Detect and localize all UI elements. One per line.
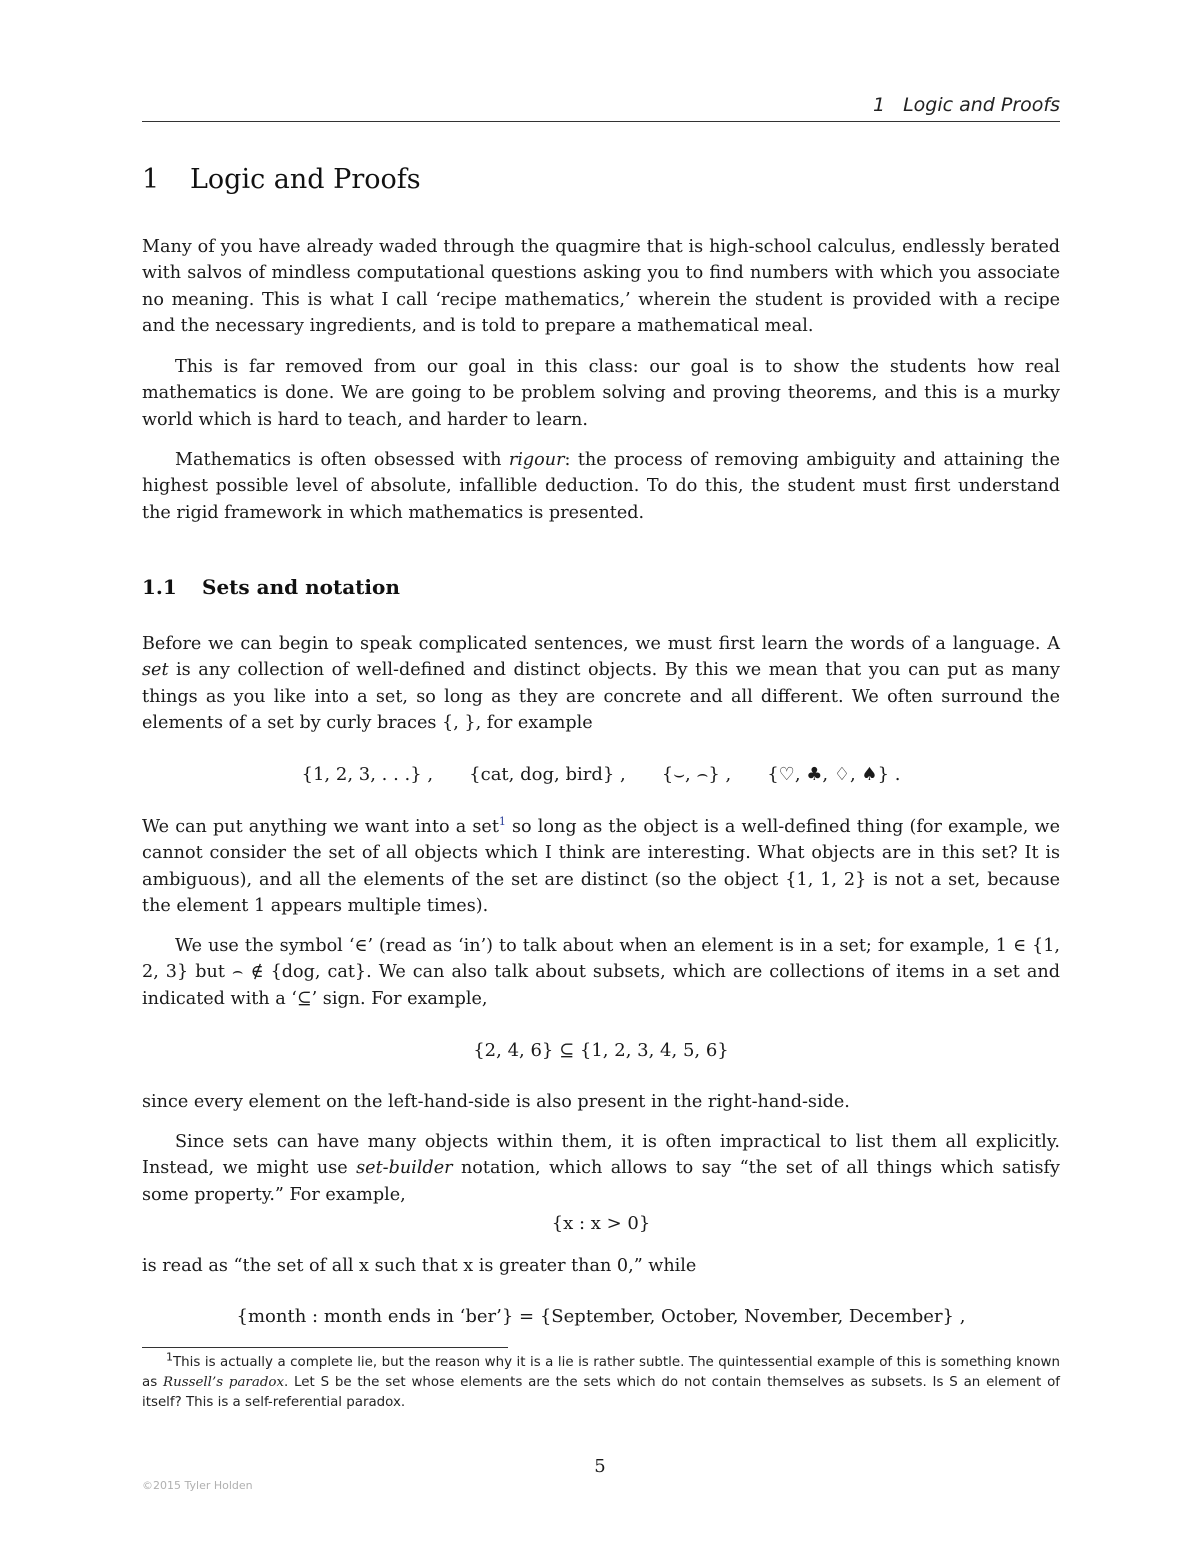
- subsection-title: Sets and notation: [202, 575, 400, 599]
- copyright-notice: ©2015 Tyler Holden: [142, 1479, 253, 1492]
- footnote-text-b: . Let S be the set whose elements are the sets which do not contain themselves as subsets. Is S an element of itself? This is a self-referential paradox.: [142, 1375, 1060, 1410]
- intro-p3-text-a: Mathematics is often obsessed with: [175, 450, 509, 470]
- footnote-text-a: This is actually a complete lie, but the reason why it is a lie is rather subtle. The quintessential example of this is something known as: [142, 1355, 1060, 1390]
- intro-p3-text-b: : the process of removing ambiguity and attaining the highest possible level of absolute, infallible deduction. To do this, the student must first understand the rigid framework in which mathematics is presented.: [142, 450, 1060, 523]
- set-example-faces: {⌣, ⌢} ,: [661, 764, 732, 785]
- set-example-numbers: {1, 2, 3, . . .} ,: [301, 764, 434, 785]
- sets-p1-text-b: is any collection of well-defined and distinct objects. By this we mean that you can put as many things as you like into a set, so long as they are concrete and all different. We often surround the elements of a set by curly braces {, }, for example: [142, 660, 1060, 734]
- sets-paragraph-3: We use the symbol ‘∈’ (read as ‘in’) to talk about when an element is in a set; for example, 1 ∈ {1, 2, 3} but ⌢ ∉ {dog, cat}. We can also talk about subsets, which are collections of items in a set and indicated with a ‘⊆’ sign. For example,: [142, 936, 1060, 1009]
- section-heading: [142, 164, 421, 195]
- sets-p5-text-b: notation, which allows to say “the set of all things which satisfy some property.” For example,: [142, 1158, 1060, 1205]
- intro-paragraph-3: [142, 447, 1060, 526]
- section-title: Logic and Proofs: [190, 164, 421, 195]
- sets-p5-emphasis: set-builder: [356, 1158, 453, 1179]
- set-example-suits: {♡, ♣, ♢, ♠} .: [767, 764, 901, 785]
- page-number: 5: [594, 1456, 606, 1477]
- subsection-number: 1.1: [142, 575, 177, 599]
- display-equation-set-builder: {x : x > 0}: [551, 1213, 651, 1234]
- header-rule: [142, 121, 1060, 122]
- display-equation-set-examples: [142, 764, 1060, 785]
- intro-p3-emphasis: rigour: [508, 450, 565, 470]
- footnote-emphasis: Russell’s paradox: [163, 1375, 284, 1390]
- running-head-title: Logic and Proofs: [903, 94, 1060, 116]
- sets-paragraph-2: [142, 814, 1060, 920]
- sets-paragraph-1: [142, 631, 1060, 737]
- footnote: [142, 1350, 1060, 1413]
- sets-p1-text-a: Before we can begin to speak complicated sentences, we must first learn the words of a language. A: [142, 634, 1060, 654]
- display-equation-months: {month : month ends in ‘ber’} = {September, October, November, December} ,: [236, 1306, 966, 1327]
- intro-paragraph-1: Many of you have already waded through the quagmire that is high-school calculus, endlessly berated with salvos of mindless computational questions asking you to find numbers with which you associate no meaning. This is what I call ‘recipe mathematics,’ wherein the student is provided with a recipe and the necessary ingredients, and is told to prepare a mathematical meal.: [142, 237, 1060, 337]
- sets-p2-text-b: so long as the object is a well-defined thing (for example, we cannot consider the set of all objects which I think are interesting. What objects are in this set? It is ambiguous), and all the elements of the set are distinct (so the object {1, 1, 2} is not a set, because the element 1 appears multiple times).: [142, 817, 1061, 917]
- footnote-marker[interactable]: 1: [498, 815, 506, 829]
- sets-p5-text-a: Since sets can have many objects within them, it is often impractical to list them all explicitly. Instead, we might use: [142, 1132, 1060, 1179]
- running-head: [142, 94, 1060, 116]
- set-example-animals: {cat, dog, bird} ,: [469, 764, 626, 785]
- intro-paragraph-2: This is far removed from our goal in this class: our goal is to show the students how real mathematics is done. We are going to be problem solving and proving theorems, and this is a murky world which is hard to teach, and harder to learn.: [142, 357, 1060, 430]
- subsection-heading: [142, 575, 400, 599]
- sets-paragraph-6: is read as “the set of all x such that x is greater than 0,” while: [142, 1256, 697, 1276]
- sets-p2-text-a: We can put anything we want into a set: [142, 817, 499, 837]
- footnote-number: 1: [166, 1350, 173, 1364]
- display-equation-subset: {2, 4, 6} ⊆ {1, 2, 3, 4, 5, 6}: [473, 1040, 729, 1061]
- section-number: 1: [142, 164, 160, 195]
- footnote-rule: [142, 1347, 508, 1348]
- running-head-number: 1: [872, 94, 886, 116]
- sets-p1-emphasis: set: [142, 660, 169, 681]
- sets-paragraph-5: [142, 1129, 1060, 1208]
- sets-paragraph-4: since every element on the left-hand-side is also present in the right-hand-side.: [142, 1092, 850, 1112]
